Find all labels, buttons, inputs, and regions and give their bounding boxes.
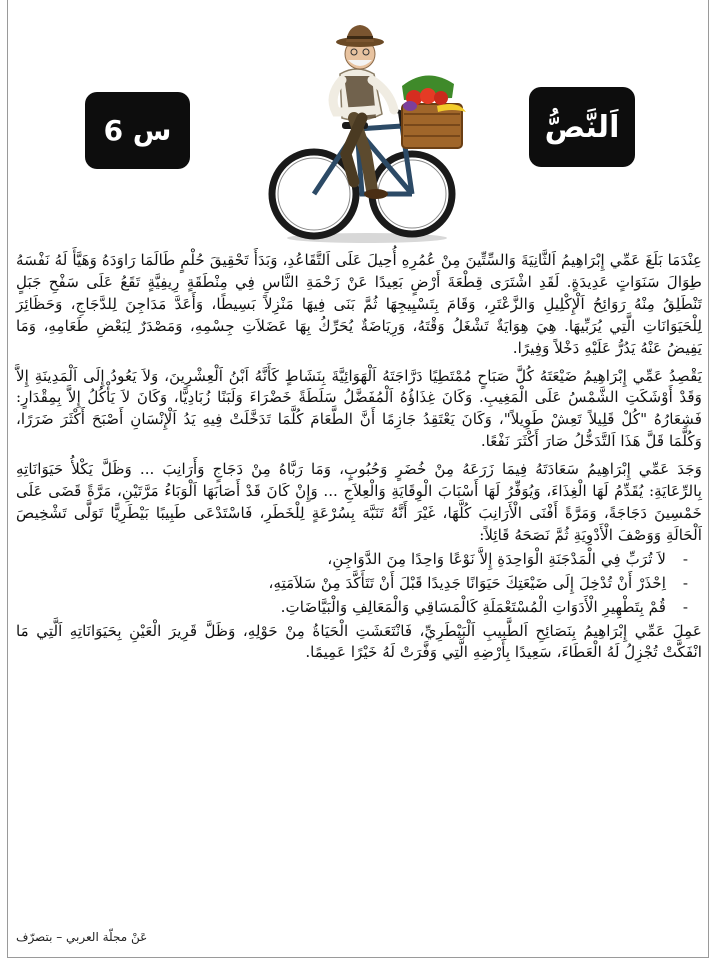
paragraph-3: وَجَدَ عَمِّي إِبْرَاهِيمُ سَعَادَتَهُ فِيمَا زَرَعَهُ مِنْ خُضَرٍ وَحُبُوبٍ، وَمَا رَبَّاهُ مِنْ دَجَاجٍ وَأَرَانِبَ ... وَظَلَّ يَكْلأُ حَيَوَانَاتِهِ بِالرِّعَايَةِ: يُقَدِّمُ لَهَا الْغِذَاءَ، وَيُوَفِّرُ لَهَا أَسْبَابَ الْوِقَايَةِ وَالْعِلاَجِ ... وَإِنْ كَانَ قَدْ أَصَابَهَا اَلْوَبَاءُ مَرَّتَيْنِ، مَرَّةً قَضَى عَلَى خَمْسِينَ دَجَاجَةً، وَمَرَّةً أَفْنَى الْأَرَانِبَ كُلَّهَا، غَيْرَ أَنَّهُ تَنَبَّهَ بِسُرْعَةٍ لِلْخَطَرِ، فَاسْتَدْعَى طَبِيبًا بَيْطَرِيًّا تَوَلَّى تَشْخِيصَ اَلْحَالَةِ وَوَصْفَ الْأَدْوِيَةِ ثُمَّ نَصَحَهُ قَائِلاً: — [16, 460, 702, 544]
reading-text — [16, 250, 702, 670]
old-man-on-bicycle-with-vegetable-basket-icon — [262, 14, 472, 244]
text-title-badge — [529, 87, 635, 167]
source-citation: عَنْ مجلّة العربي – بتصرّف — [16, 930, 148, 944]
paragraph-1: عِنْدَمَا بَلَغَ عَمِّي إِبْرَاهِيمُ اَلثَّانِيَةَ وَالسِّتِّينَ مِنْ عُمُرِهِ أُحِيلَ عَلَى اَلتَّقَاعُدِ، وَبَدَأَ تَحْقِيقَ حُلْمٍ طَالَمَا رَاوَدَهُ وَهَيَّأَ لَهُ نَفْسَهُ طِوَالَ سَنَوَاتٍ عَدِيدَةٍ. لَقَدِ اشْتَرَى قِطْعَةَ أَرْضٍ بَعِيدًا عَنْ زَحْمَةِ النَّاسِ فِي مِنْطَقَةٍ رِيفِيَّةٍ تَقَعُ عَلَى سَفْحِ جَبَلٍ تَنْطَلِقُ مِنْهُ رَوَائِحُ اَلْإِكْلِيلِ وَالزَّعْتَرِ، وَقَامَ بِتَسْيِيجِهَا ثُمَّ بَنَى فِيهَا مَنْزِلاً بَسِيطًا، وَأَعَدَّ مَدَاجِنَ لِلدَّجَاجِ، وَحَظَائِرَ لِلْحَيَوَانَاتِ الَّتِي يُرَبِّيهَا. هِيَ هِوَايَةٌ تَشْغَلُ وَقْتَهُ، وَرِيَاضَةٌ يُحَرِّكُ بِهَا عَضَلاَتِ جِسْمِهِ، وَمَصْدَرٌ لِبَعْضِ طَعَامِهِ، وَمَا يَفِيضُ عَنْهُ يَدُرُّ عَلَيْهِ دَخْلاً وَفِيرًا. — [16, 251, 702, 357]
advice-list — [16, 549, 702, 619]
question-number-badge — [85, 92, 190, 169]
question-number-label: س 6 — [103, 114, 172, 147]
paragraph-4: عَمِلَ عَمِّي إِبْرَاهِيمُ بِنَصَائِحِ اَلطَّبِيبِ اَلْبَيْطَرِيِّ، فَانْتَعَشَتِ الْحَيَاةُ مِنْ حَوْلِهِ، وَظَلَّ قَرِيرَ الْعَيْنِ بِحَيَوَانَاتِهِ اَلَّتِي مَا انْفَكَّتْ تُجْزِلُ لَهُ الْعَطَاءَ، سَعِيدًا بِأَرْضِهِ الَّتِي وَفَّرَتْ لَهُ خَيْرًا عَمِيمًا. — [16, 621, 702, 662]
advice-item-3: - قُمْ بِتَطْهِيرِ الْأَدَوَاتِ الْمُسْتَعْمَلَةِ كَالْمَسَاقِي وَالْمَعَالِفِ وَالْبَيَّاضَاتِ. — [16, 597, 666, 619]
advice-item-2: - اِحْذَرْ أَنْ تُدْخِلَ إِلَى ضَيْعَتِكَ حَيَوَانًا جَدِيدًا قَبْلَ أَنْ تَتَأَكَّدَ مِنْ سَلاَمَتِهِ، — [16, 573, 666, 595]
paragraph-2: يَقْصِدُ عَمِّي إِبْرَاهِيمُ ضَيْعَتَهُ كُلَّ صَبَاحٍ مُمْتَطِيًا دَرَّاجَتَهُ اَلْهَوَائِيَّةَ بِنَشَاطٍ كَأَنَّهُ اَبْنُ اَلْعِشْرِينَ، وَلاَ يَعُودُ إِلَى اَلْمَدِينَةِ إِلاَّ وَقَدْ أَوْشَكَتِ الشَّمْسُ عَلَى الْمَغِيبِ. وَكَانَ غِذَاؤُهُ اَلْمُفَضَّلُ سَلَطَةً خَضْرَاءَ وَلَبَنًا زُبَادِيًّا، وَكَانَ لاَ يَأْكُلُ إِلاَّ بِمِقْدَارٍ: فَشِعَارُهُ "كُلْ قَلِيلاً تَعِشْ طَوِيلاً"، وَكَانَ يَعْتَقِدُ جَازِمًا أَنَّ الطَّعَامَ كُلَّمَا تَدَخَّلَتْ فِيهِ يَدُ اَلْإِنْسَانِ أَصْبَحَ أَكْثَرَ ضَرَرًا، وَكُلَّمَا قَلَّ هَذَا اَلتَّدَخُّلُ صَارَ أَكْثَرَ نَفْعًا. — [16, 366, 702, 451]
advice-item-1: - لاَ تُرَبِّ فِي الْمَدْجَنَةِ الْوَاحِدَةِ إِلاَّ نَوْعًا وَاحِدًا مِنَ الدَّوَاجِنِ، — [16, 549, 666, 571]
text-title-label: اَلنَّصُّ — [544, 109, 620, 145]
